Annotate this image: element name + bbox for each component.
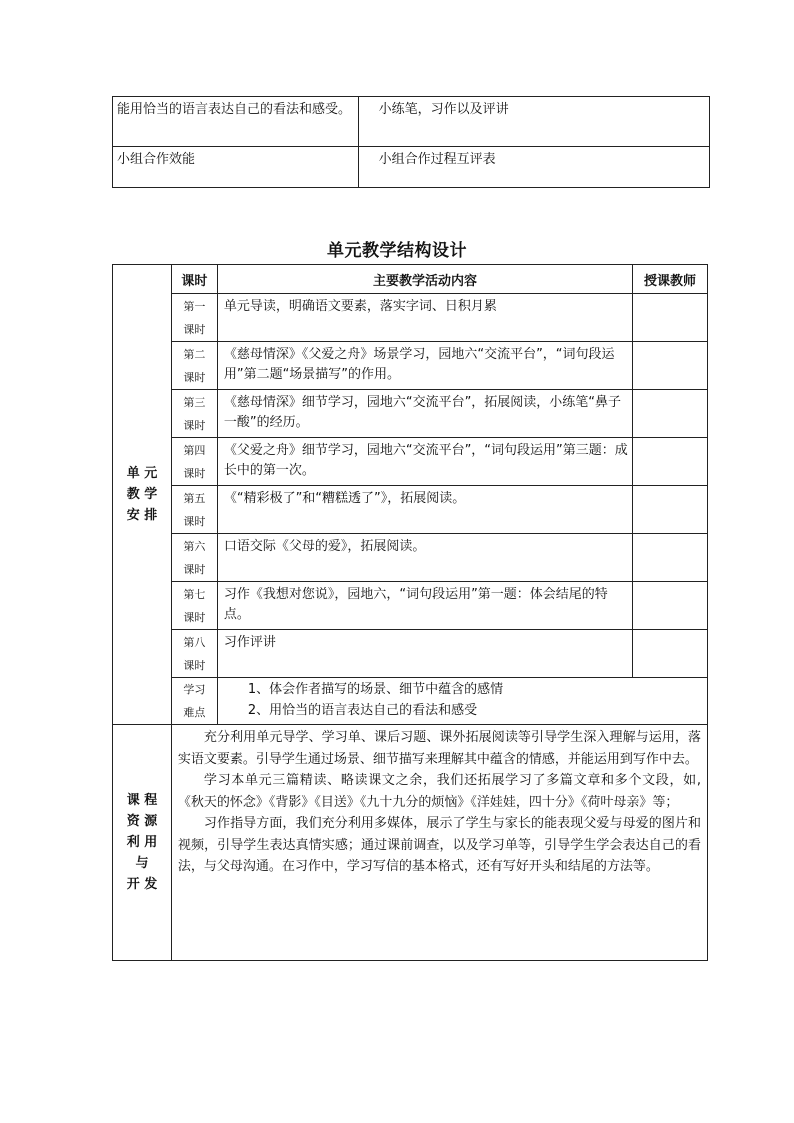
resources-paragraph: 学习本单元三篇精读、略读课文之余，我们还拓展学习了多篇文章和多个文段，如,《秋天的怀念》《背影》《目送》《九十九分的烦恼》《洋娃娃，四十分》《荷叶母亲》等；	[177, 773, 701, 810]
period-line: 课时	[183, 611, 206, 624]
period-line: 课时	[183, 515, 206, 528]
difficulties-label-line: 难点	[183, 706, 206, 719]
teacher-cell	[633, 342, 708, 390]
section-title: 单元教学结构设计	[327, 241, 467, 261]
lesson-row	[113, 438, 708, 486]
resources-label-line: 开 发	[126, 877, 158, 892]
lesson-row	[113, 582, 708, 630]
period-header: 课时	[171, 265, 217, 294]
resources-label-line: 与	[135, 856, 149, 871]
arrangement-label	[113, 265, 172, 725]
period-line: 课时	[183, 323, 206, 336]
evaluation-method-cell: 小组合作过程互评表	[358, 147, 709, 188]
period-line: 第八	[183, 636, 206, 649]
resources-label-line: 资 源	[126, 814, 158, 829]
period-line: 第六	[183, 540, 206, 553]
teacher-header: 授课教师	[633, 265, 708, 294]
difficulty-item: 2、用恰当的语言表达自己的看法和感受	[247, 703, 478, 718]
difficulties-label	[171, 678, 217, 725]
arrangement-label-line: 教 学	[126, 487, 158, 502]
table-row	[113, 147, 710, 188]
teacher-cell	[633, 534, 708, 582]
resources-label-line: 利 用	[126, 835, 158, 850]
teacher-cell	[633, 486, 708, 534]
period-line: 第五	[183, 492, 206, 505]
period-line: 课时	[183, 659, 206, 672]
period-cell	[171, 294, 217, 342]
lesson-content: 《慈母情深》《父爱之舟》场景学习，园地六“交流平台”，“词句段运用”第二题“场景描写”的作用。	[217, 342, 632, 390]
evaluation-table	[112, 96, 710, 188]
content-header: 主要教学活动内容	[217, 265, 632, 294]
table-row	[113, 97, 710, 147]
teacher-cell	[633, 630, 708, 678]
unit-structure-table	[112, 264, 708, 961]
lesson-content: 口语交际《父母的爱》，拓展阅读。	[217, 534, 632, 582]
lesson-content: 《慈母情深》细节学习，园地六“交流平台”，拓展阅读，小练笔“鼻子一酸”的经历。	[217, 390, 632, 438]
period-cell	[171, 630, 217, 678]
resources-paragraph: 充分利用单元导学、学习单、课后习题、课外拓展阅读等引导学生深入理解与运用，落实语文要素。引导学生通过场景、细节描写来理解其中蕴含的情感，并能运用到写作中去。	[177, 730, 701, 767]
difficulty-item: 1、体会作者描写的场景、细节中蕴含的感情	[247, 682, 504, 697]
lesson-row	[113, 342, 708, 390]
period-cell	[171, 390, 217, 438]
lesson-content: 单元导读，明确语文要素，落实字词、日积月累	[217, 294, 632, 342]
evaluation-method-cell: 小练笔，习作以及评讲	[358, 97, 709, 147]
resources-label	[113, 725, 172, 961]
arrangement-label-line: 安 排	[126, 508, 158, 523]
period-line: 第四	[183, 444, 206, 457]
period-cell	[171, 342, 217, 390]
difficulties-label-line: 学习	[183, 683, 206, 696]
period-line: 课时	[183, 419, 206, 432]
resources-content	[171, 725, 707, 961]
lesson-row	[113, 390, 708, 438]
resources-row	[113, 725, 708, 961]
lesson-row	[113, 630, 708, 678]
period-cell	[171, 486, 217, 534]
period-line: 课时	[183, 563, 206, 576]
header-row	[113, 265, 708, 294]
lesson-row	[113, 294, 708, 342]
period-line: 课时	[183, 467, 206, 480]
teacher-cell	[633, 438, 708, 486]
lesson-content: 《“精彩极了”和“糟糕透了”》，拓展阅读。	[217, 486, 632, 534]
period-line: 课时	[183, 371, 206, 384]
period-cell	[171, 534, 217, 582]
evaluation-goal-cell: 小组合作效能	[113, 147, 359, 188]
period-line: 第七	[183, 588, 206, 601]
period-line: 第三	[183, 396, 206, 409]
lesson-content: 习作《我想对您说》，园地六，“词句段运用”第一题：体会结尾的特点。	[217, 582, 632, 630]
period-line: 第一	[183, 300, 206, 313]
difficulties-content	[217, 678, 707, 725]
resources-paragraph: 习作指导方面，我们充分利用多媒体，展示了学生与家长的能表现父爱与母爱的图片和视频，引导学生表达真情实感；通过课前调查，以及学习单等，引导学生学会表达自己的看法，与父母沟通。在习作中，学习写信的基本格式，还有写好开头和结尾的方法等。	[177, 816, 701, 874]
period-line: 第二	[183, 348, 206, 361]
lesson-row	[113, 534, 708, 582]
lesson-content: 《父爱之舟》细节学习，园地六“交流平台”，“词句段运用”第三题：成长中的第一次。	[217, 438, 632, 486]
teacher-cell	[633, 294, 708, 342]
arrangement-label-line: 单 元	[126, 466, 158, 481]
evaluation-goal-cell: 能用恰当的语言表达自己的看法和感受。	[113, 97, 359, 147]
lesson-row	[113, 486, 708, 534]
resources-label-line: 课 程	[126, 793, 158, 808]
teacher-cell	[633, 582, 708, 630]
teacher-cell	[633, 390, 708, 438]
lesson-content: 习作评讲	[217, 630, 632, 678]
difficulties-row	[113, 678, 708, 725]
period-cell	[171, 438, 217, 486]
period-cell	[171, 582, 217, 630]
